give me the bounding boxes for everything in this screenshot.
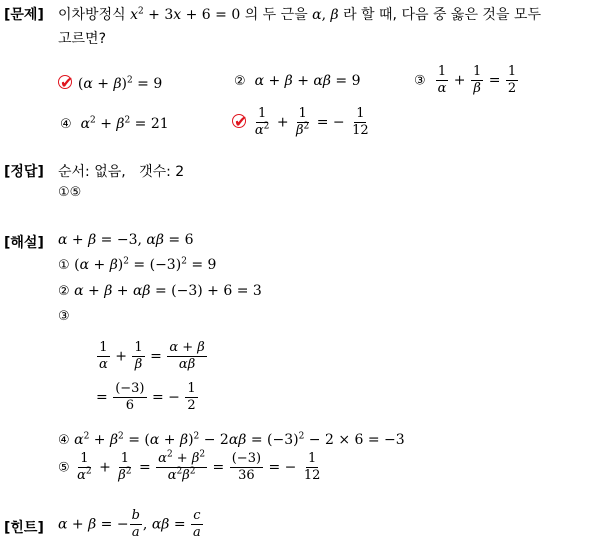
- problem-text-a: 이차방정식: [58, 7, 126, 23]
- step-marker: ①: [58, 258, 70, 273]
- choice-marker: ②: [234, 74, 246, 89]
- step-marker: ⑤: [58, 460, 70, 476]
- solution-label: [해설]: [4, 235, 44, 251]
- problem-line-2: 고르면?: [58, 31, 107, 47]
- choice-4[interactable]: ④ $\alpha^2 + \beta^2 = 21$: [60, 115, 169, 132]
- hint-label: [힌트]: [4, 520, 44, 536]
- choice-1[interactable]: ✔ $(\alpha + \beta)^2 = 9$: [60, 73, 163, 92]
- solution-step-3-eq-2: = $\frac{(-3)}{6}$ = − $\frac{1}{2}$: [96, 381, 196, 413]
- hint-formula: α + β = − $\frac{b}{a}$ , αβ = $\frac{c}{a}$: [58, 508, 201, 540]
- solution-step-3: [58, 308, 70, 324]
- equation: $x^2 + 3x + 6 = 0$: [130, 6, 241, 23]
- solution-step-5: ⑤ $\frac{1}{\alpha^2}$ + $\frac{1}{\beta^2}$ = $\frac{\alpha^2 + \beta^2}{\alpha^2\beta^2}$ = $\frac{(-3)}{36}$ = − $\frac{1}{12}$: [58, 449, 321, 483]
- step-marker: ④: [58, 433, 70, 448]
- answer-order: 순서: 없음,: [58, 164, 126, 180]
- choice-2[interactable]: ② α + β + αβ = 9: [234, 73, 361, 89]
- step-marker: ③: [58, 309, 70, 324]
- choice-5[interactable]: ✔ $\frac{1}{\alpha^2}$ + $\frac{1}{\beta^2}$ = − $\frac{1}{12}$: [234, 106, 369, 138]
- choice-marker: ③: [414, 73, 426, 89]
- answer-markers: ①⑤: [58, 185, 82, 200]
- check-mark-icon: ✔: [234, 111, 248, 131]
- solution-step-2: ② α + β + αβ = (−3) + 6 = 3: [58, 283, 262, 299]
- choice-3[interactable]: ③ $\frac{1}{\alpha}$ + $\frac{1}{\beta}$ = $\frac{1}{2}$: [414, 64, 517, 96]
- problem-line-1: 이차방정식 $x^2 + 3x + 6 = 0$ 의 두 근을 α, β 라 할 때, 다음 중 옳은 것을 모두: [58, 6, 541, 23]
- answer-count: 갯수: 2: [139, 164, 185, 180]
- check-mark-icon: ✔: [60, 73, 74, 92]
- solution-step-4: ④ $\alpha^2 + \beta^2 = (\alpha + \beta)^2 - 2\alpha\beta = (-3)^2 - 2 \times 6 = -3$: [58, 431, 405, 448]
- problem-text-b: 의 두 근을: [244, 7, 308, 23]
- solution-step-1: ① $(\alpha + \beta)^2 = (-3)^2 = 9$: [58, 256, 217, 273]
- solution-vieta: α + β = −3, αβ = 6: [58, 232, 194, 248]
- answer-line: [58, 161, 184, 181]
- problem-text-c: 라 할 때, 다음 중 옳은 것을 모두: [343, 7, 541, 23]
- problem-label: [문제]: [4, 7, 44, 23]
- step-marker: ②: [58, 284, 70, 299]
- solution-step-3-eq-1: $\frac{1}{\alpha}$ + $\frac{1}{\beta}$ = $\frac{\alpha + \beta}{\alpha\beta}$: [99, 340, 205, 372]
- answer-label: [정답]: [4, 164, 44, 180]
- choice-marker: ④: [60, 117, 72, 132]
